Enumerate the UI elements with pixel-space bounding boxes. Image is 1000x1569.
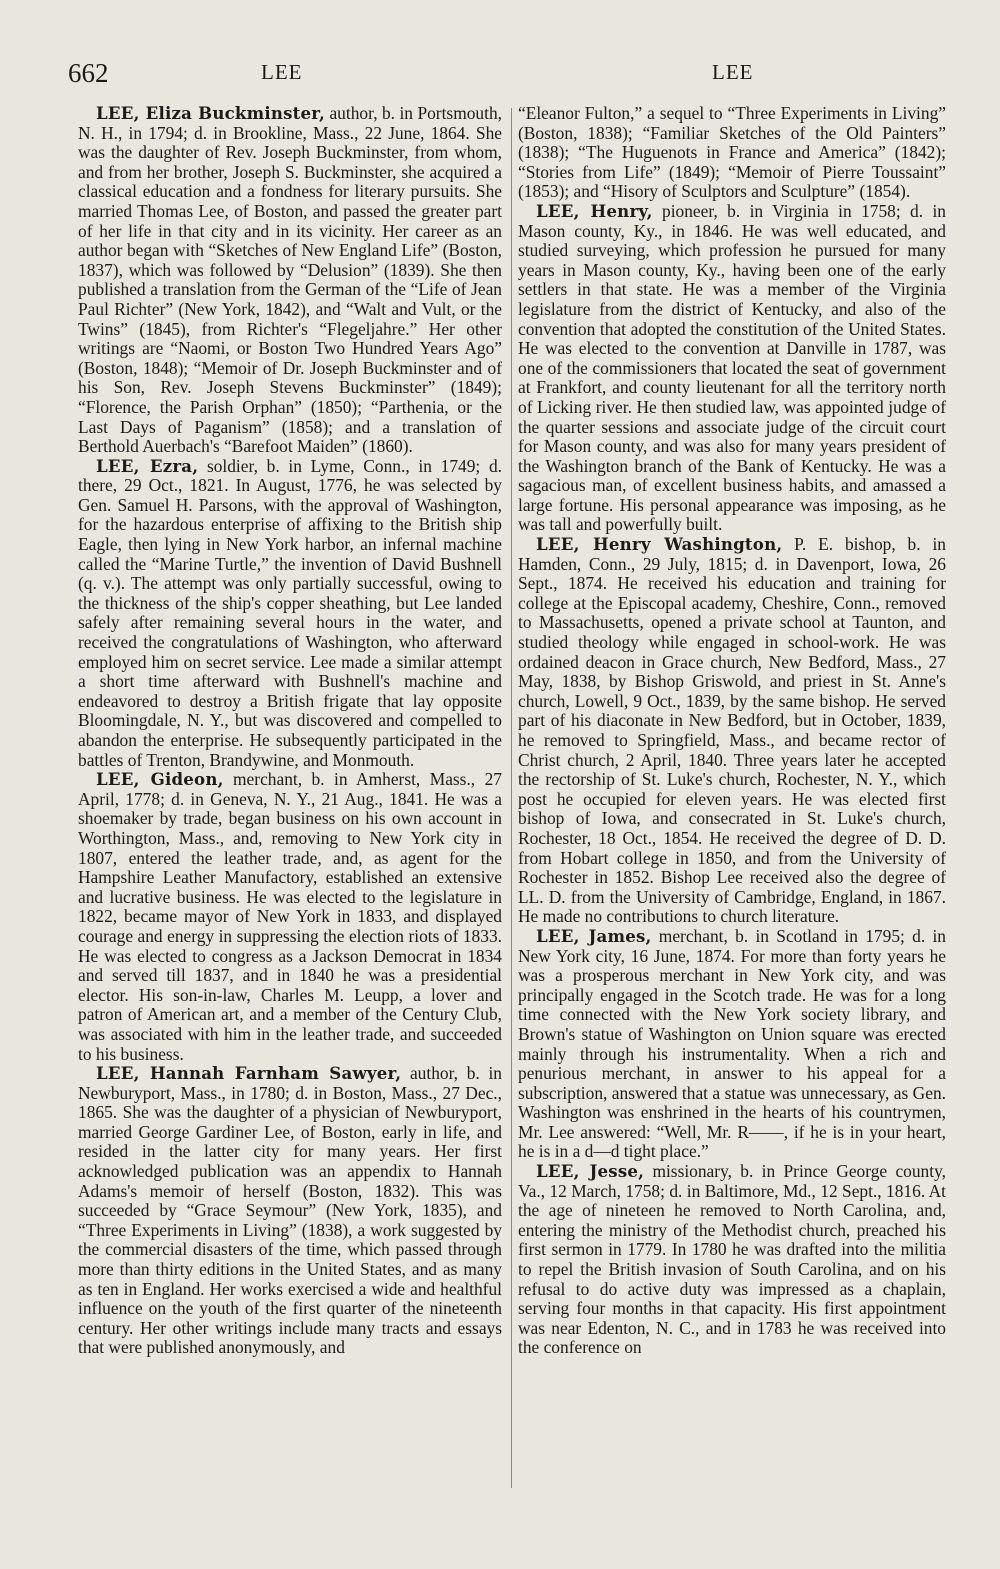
- entry-headword: LEE, James,: [536, 925, 652, 946]
- entry-james-lee: [518, 927, 946, 1162]
- entry-text: soldier, b. in Lyme, Conn., in 1749; d. there, 29 Oct., 1821. In August, 1776, he was selected by Gen. Samuel H. Parsons, with the approval of Washington, for the hazardous enterprise of affixing to the British ship Eagle, then lying in New York harbor, an infernal machine called the “Marine Turtle,” the invention of David Bushnell (q. v.). The attempt was only partially successful, owing to the thickness of the ship's copper sheathing, but Lee landed safely after remaining several hours in the water, and received the congratulations of Washington, who afterward employed him on secret service. Lee made a similar attempt a short time afterward with Bushnell's machine and endeavored to destroy a British frigate that lay opposite Bloomingdale, N. Y., but was discovered and compelled to abandon the enterprise. He subsequently participated in the battles of Trenton, Brandywine, and Monmouth.: [78, 455, 502, 770]
- entry-eliza-buckminster-lee: [78, 104, 502, 457]
- entry-headword: LEE, Henry,: [536, 200, 653, 221]
- entry-text: author, b. in Portsmouth, N. H., in 1794; d. in Brookline, Mass., 22 June, 1864. She was the daughter of Rev. Joseph Buckminster, from whom, and from her brother, Joseph S. Buckminster, she acquired a classical education and a fondness for literary pursuits. She married Thomas Lee, of Boston, and passed the greater part of her life in that city and in its vicinity. Her career as an author began with “Sketches of New England Life” (Boston, 1837), which was followed by “Delusion” (1839). She then published a translation from the German of the “Life of Jean Paul Richter” (New York, 1842), and “Walt and Vult, or the Twins” (1845), from Richter's “Flegeljahre.” Her other writings are “Naomi, or Boston Two Hundred Years Ago” (Boston, 1848); “Memoir of Dr. Joseph Buckminster and of his Son, Rev. Joseph Stevens Buckminster” (1849); “Florence, the Parish Orphan” (1850); “Parthenia, or the Last Days of Paganism” (1858); and a translation of Berthold Auerbach's “Barefoot Maiden” (1860).: [78, 103, 502, 457]
- entry-headword: LEE, Henry Washington,: [536, 534, 783, 555]
- entry-hannah-farnham-sawyer-lee: [78, 1064, 502, 1358]
- entry-headword: LEE, Eliza Buckminster,: [96, 103, 326, 123]
- left-running-head: LEE: [261, 60, 303, 84]
- entry-headword: LEE, Jesse,: [536, 1161, 645, 1182]
- entry-text: merchant, b. in Amherst, Mass., 27 April, 1778; d. in Geneva, N. Y., 21 Aug., 1841. He was a shoemaker by trade, began business on his own account in Worthington, Mass., and, removing to New York city in 1807, entered the leather trade, and, as agent for the Hampshire Leather Manufactory, established an extensive and lucrative business. He was elected to the legislature in 1822, became mayor of New York in 1833, and displayed courage and energy in suppressing the election riots of 1833. He was elected to congress as a Jackson Democrat in 1834 and served till 1837, and in 1840 he was a presidential elector. His son-in-law, Charles M. Leupp, a lover and patron of American art, and a member of the Century Club, was associated with him in the leather trade, and succeeded to his business.: [78, 769, 502, 1064]
- entry-henry-lee: [518, 202, 946, 535]
- column-divider: [511, 108, 512, 1488]
- entry-continuation: “Eleanor Fulton,” a sequel to “Three Experiments in Living” (Boston, 1838); “Familiar Sketches of the Old Painters” (1838); “The Huguenots in France and America” (1842); “Stories from Life” (1849); “Memoir of Pierre Toussaint” (1853); and “Hisory of Sculptors and Sculpture” (1854).: [518, 103, 946, 202]
- left-column: [78, 104, 502, 1358]
- entry-text: merchant, b. in Scotland in 1795; d. in New York city, 16 June, 1874. For more than forty years he was a prosperous merchant in New York city, and was principally engaged in the Scotch trade. He was for a long time connected with the New York society library, and Brown's statue of Washington on Union square was erected mainly through his instrumentality. When a rich and penurious merchant, in answer to his appeal for a subscription, answered that a statue was unnecessary, as Gen. Washington was enshrined in the hearts of his countrymen, Mr. Lee answered: “Well, Mr. R——, if he is in your heart, he is in a d—d tight place.”: [518, 925, 946, 1162]
- entry-jesse-lee: [518, 1162, 946, 1358]
- entry-ezra-lee: [78, 457, 502, 771]
- entry-headword: LEE, Hannah Farnham Sawyer,: [96, 1063, 402, 1084]
- entry-henry-washington-lee: [518, 535, 946, 927]
- entry-text: missionary, b. in Prince George county, Va., 12 March, 1758; d. in Baltimore, Md., 12 Sept., 1816. At the age of nineteen he removed to North Carolina, and, entering the ministry of the Methodist church, preached his first sermon in 1779. In 1780 he was drafted into the militia to repel the British invasion of South Carolina, and on his refusal to do active duty was impressed as a chaplain, serving four months in that capacity. His first appointment was near Edenton, N. C., and in 1783 he was received into the conference on: [518, 1161, 946, 1358]
- entry-text: author, b. in Newburyport, Mass., in 1780; d. in Boston, Mass., 27 Dec., 1865. She was the daughter of a physician of Newburyport, married George Gardiner Lee, of Boston, early in life, and resided in the latter city for many years. Her first acknowledged publication was an appendix to Hannah Adams's memoir of herself (Boston, 1832). This was succeeded by “Grace Seymour” (New York, 1835), and “Three Experiments in Living” (1838), a work suggested by the commercial disasters of the time, which passed through more than thirty editions in the United States, and as many as ten in England. Her works exercised a wide and healthful influence on the youth of the first quarter of the nineteenth century. Her other writings include many tracts and essays that were published anonymously, and: [78, 1063, 502, 1358]
- page-header: [0, 56, 1000, 96]
- entry-gideon-lee: [78, 770, 502, 1064]
- entry-headword: LEE, Gideon,: [96, 769, 224, 790]
- page-number: 662: [68, 58, 109, 88]
- entry-headword: LEE, Ezra,: [96, 455, 199, 476]
- right-running-head: LEE: [712, 60, 754, 84]
- right-column: [518, 104, 946, 1358]
- entry-text: P. E. bishop, b. in Hamden, Conn., 29 July, 1815; d. in Davenport, Iowa, 26 Sept., 1874. He received his education and training for college at the Episcopal academy, Cheshire, Conn., removed to Massachusetts, opened a private school at Taunton, and studied theology while engaged in school-work. He was ordained deacon in Grace church, New Bedford, Mass., 27 May, 1838, by Bishop Griswold, and priest in St. Anne's church, Lowell, 9 Oct., 1839, by the same bishop. He served part of his diaconate in New Bedford, but in October, 1839, he removed to Springfield, Mass., and became rector of Christ church, 2 April, 1840. Three years later he accepted the rectorship of St. Luke's church, Rochester, N. Y., which post he occupied for eleven years. He was elected first bishop of Iowa, and consecrated in St. Luke's church, Rochester, 18 Oct., 1854. He received the degree of D. D. from Hobart college in 1850, and from the University of Rochester in 1852. Bishop Lee received also the degree of LL. D. from the University of Cambridge, England, in 1867. He made no contributions to church literature.: [518, 534, 946, 927]
- entry-text: pioneer, b. in Virginia in 1758; d. in Mason county, Ky., in 1846. He was well educated, and studied surveying, which profession he pursued for many years in Mason county, Ky., having been one of the early settlers in that state. He was a member of the Virginia legislature from the district of Kentucky, and also of the convention that adopted the constitution of the United States. He was elected to the convention at Danville in 1787, was one of the commissioners that located the seat of government at Frankfort, and county lieutenant for all the territory north of Licking river. He then studied law, was appointed judge of the quarter sessions and associate judge of the circuit court for Mason county, and was also for many years president of the Washington branch of the Bank of Kentucky. He was a sagacious man, of excellent business habits, and amassed a large fortune. His personal appearance was imposing, as he was tall and powerfully built.: [518, 200, 947, 535]
